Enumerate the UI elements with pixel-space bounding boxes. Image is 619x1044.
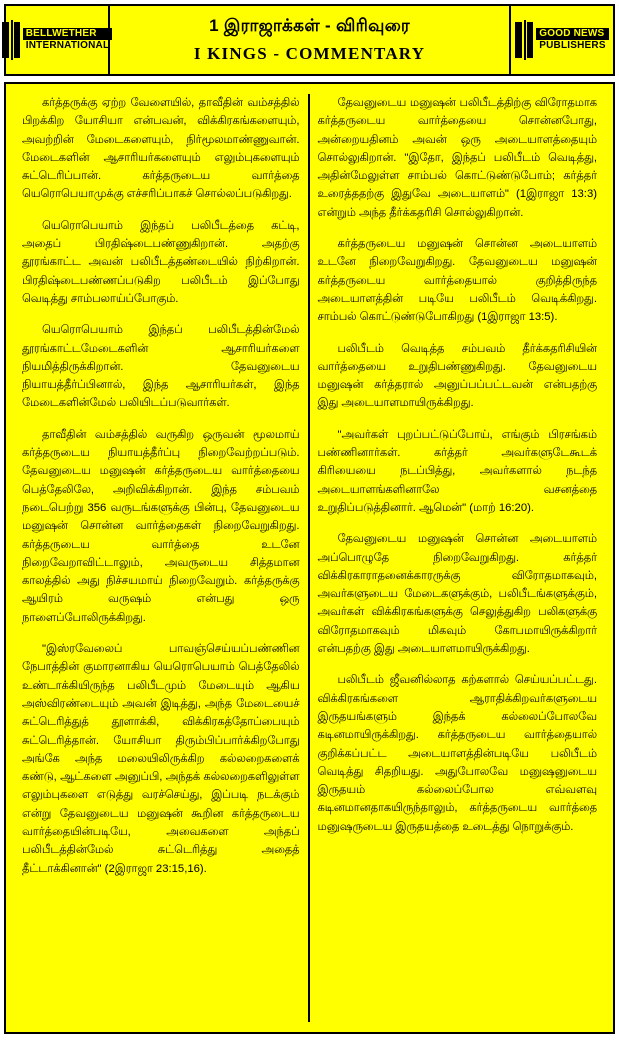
- paragraph: "அவர்கள் புறப்பட்டுப்போய், எங்கும் பிரசங்கம் பண்ணினார்கள். கர்த்தர் அவர்களுடேகூடக் கிரியையை நடப்பித்து, அவர்களால் நடந்த அடையாளங்களினாலே வசனத்தை உறுதிப்படுத்தினார். ஆமென்" (மாற் 16:20).: [317, 428, 597, 514]
- paragraph: யெரொபெயாம் இந்தப் பலிபீடத்தின்மேல் தூரங்காட்டமேடைகளின் ஆசாரியர்களை நியமித்திருக்கிறான். தேவனுடைய நியாயத்தீர்ப்பினால், இந்த ஆசாரியர்கள், இந்த மேடைகளின்மேல் பலியிடப்படுவார்கள்.: [22, 324, 300, 410]
- paragraph: கர்த்தருடைய மனுஷன் சொன்ன அடையாளம் உடனே நிறைவேறுகிறது. தேவனுடைய மனுஷன் கர்த்தருடைய வார்த்தையால் குறித்திருந்த அடையாளத்தின் படியே பலிபீடம் வெடிக்கிறது. சாம்பல் கொட்டுண்டுபோகிறது (1இராஜா 13:5).: [317, 238, 597, 324]
- page-title-english: I KINGS - COMMENTARY: [193, 44, 426, 63]
- paragraph: பலிபீடம் வெடித்த சம்பவம் தீர்க்கதரிசியின் வார்த்தையை உறுதிபண்ணுகிறது. தேவனுடைய மனுஷன் கர்த்தரால் அனுப்பப்பட்டவன் என்பதற்கு இது அடையாளமாயிருக்கிறது.: [317, 342, 597, 410]
- page-title-tamil: 1 இராஜாக்கள் - விரிவுரை: [209, 16, 410, 35]
- paragraph: தேவனுடைய மனுஷன் சொன்ன அடையாளம் அப்பொழுதே நிறைவேறுகிறது. கர்த்தர் விக்கிரகாராதனைக்காரருக்கு விரோதமாகவும், அவர்களுடைய மேடைகளுக்கும், பலிபீடங்களுக்கும், அவர்கள் விக்கிரகங்களுக்கு செலுத்துகிற பலிகளுக்கு விரோதமாகவும் மிகவும் கோபமாயிருக்கிறார் என்பதற்கு இது அடையாளமாயிருக்கிறது.: [317, 533, 597, 656]
- paragraph: தேவனுடைய மனுஷன் பலிபீடத்திற்கு விரோதமாக கர்த்தருடைய வார்த்தையை சொன்னபோது, அன்றையதினம் அவன் ஒரு அடையாளத்தையும் சொல்லுகிறான். "இதோ, இந்தப் பலிபீடம் வெடித்து, அதின்மேலுள்ள சாம்பல் கொட்டுண்டுபோம்; கர்த்தர் உரைத்ததற்கு இதுவே அடையாளம்" (1இராஜா 13:3) என்றும் அந்த தீர்க்கதரிசி சொல்லுகிறான்.: [317, 97, 597, 219]
- bellwether-logo: [6, 6, 110, 74]
- paragraph: தாவீதின் வம்சத்தில் வருகிற ஒருவன் மூலமாய் கர்த்தருடைய நியாயத்தீர்ப்பு நிறைவேற்றப்படும். தேவனுடைய மனுஷன் கர்த்தருடைய வார்த்தையை பெத்தேலிலே, அறிவிக்கிறான். இந்த சம்பவம் நடைபெற்று 356 வருடங்களுக்கு பின்பு, தேவனுடைய மனுஷன் சொன்ன வார்த்தைகள் நிறைவேறுகிறது. கர்த்தருடைய வார்த்தை உடனே நிறைவேறாவிட்டாலும், அவருடைய சித்தமான காலத்தில் அது நிச்சயமாய் நிறைவேறும். கர்த்தருக்கு ஆயிரம் வருஷம் என்பது ஒரு நாளைப்போலிருக்கிறது.: [22, 428, 300, 624]
- paragraph: "இஸ்ரவேலைப் பாவஞ்செய்யப்பண்ணின நேபாத்தின் குமாரனாகிய யெரொபெயாம் பெத்தேலில் உண்டாக்கியிருந்த பலிபீடமும் மேடையும் ஆகிய அஸ்விரண்டையும் அவன் இடித்து, அந்த மேடையைச் சுட்டெரித்துத் தூளாக்கி, விக்கிரகத்தோப்பையும் சுட்டெரித்தான். யோசியா திரும்பிப்பார்க்கிறபோது அங்கே அந்த மலையிலிருக்கிற கல்லறைகளைக் கண்டு, ஆட்களை அனுப்பி, அந்தக் கல்லறைகளிலுள்ள எலும்புகளை எடுத்து வரச்செய்து, இப்படி நடக்கும் என்று தேவனுடைய மனுஷன் கூறின கர்த்தருடைய வார்த்தையின்படியே, அவைகளை அந்தப் பலிபீடத்தின்மேல் சுட்டெரித்து அதைத் தீட்டாக்கினான்" (2இராஜா 23:15,16).: [22, 643, 300, 875]
- paragraph: பலிபீடம் ஜீவனில்லாத கற்களால் செய்யப்பட்டது. விக்கிரகங்களை ஆராதிக்கிறவர்களுடைய இருதயங்களும் இந்தக் கல்லைப்போலவே கடினமாயிருக்கிறது. கர்த்தருடைய வார்த்தையால் குறிக்கப்பட்ட அடையாளத்தின்படியே பலிபீடம் வெடித்து சிதறியது. அதுபோலவே மனுஷனுடைய இருதயம் கல்லைப்போல எவ்வளவு கடினமானதாகயிருந்தாலும், கர்த்தருடைய வார்த்தை மனுஷருடைய இருதயத்தை உடைத்து நொறுக்கும்.: [317, 674, 597, 833]
- good-news-logo-line2: PUBLISHERS: [539, 40, 606, 51]
- left-column: [14, 94, 310, 1022]
- paragraph: கர்த்தருக்கு ஏற்ற வேளையில், தாவீதின் வம்சத்தில் பிறக்கிற யோசியா என்பவன், விக்கிரகங்களையும், அவற்றின் மேடைகளையும், நிர்மூலமாண்ணுவான். மேடைகளின் ஆசாரியர்களையும் எலும்புகளையும் சுட்டெரிப்பான். கர்த்தருடைய வார்த்தை யெரொபெயாமுக்கு எச்சரிப்பாகச் சொல்லப்படுகிறது.: [22, 97, 300, 201]
- page-title: [110, 6, 509, 74]
- good-news-publishers-logo: [509, 6, 613, 74]
- right-column: [310, 94, 606, 1022]
- paragraph: யெரொபெயாம் இந்தப் பலிபீடத்தை கட்டி, அதைப் பிரதிஷ்டைபண்ணுகிறான். அதற்கு தூரங்காட்ட அவன் பலிபீடத்தண்டையில் நிற்கிறான். பிரதிஷ்டைபண்ணப்படுகிற பலிபீடம் இப்போது வெடித்து சாம்பலாய்ப்போகும்.: [22, 219, 300, 305]
- bellwether-logo-line2: INTERNATIONAL: [25, 40, 110, 51]
- good-news-logo-line1: GOOD NEWS: [536, 28, 608, 41]
- commentary-body: [4, 82, 615, 1034]
- open-book-logo-icon: [2, 20, 20, 60]
- page-header: [4, 4, 615, 76]
- open-book-logo-icon: [515, 20, 533, 60]
- bellwether-logo-line1: BELLWETHER: [23, 28, 113, 41]
